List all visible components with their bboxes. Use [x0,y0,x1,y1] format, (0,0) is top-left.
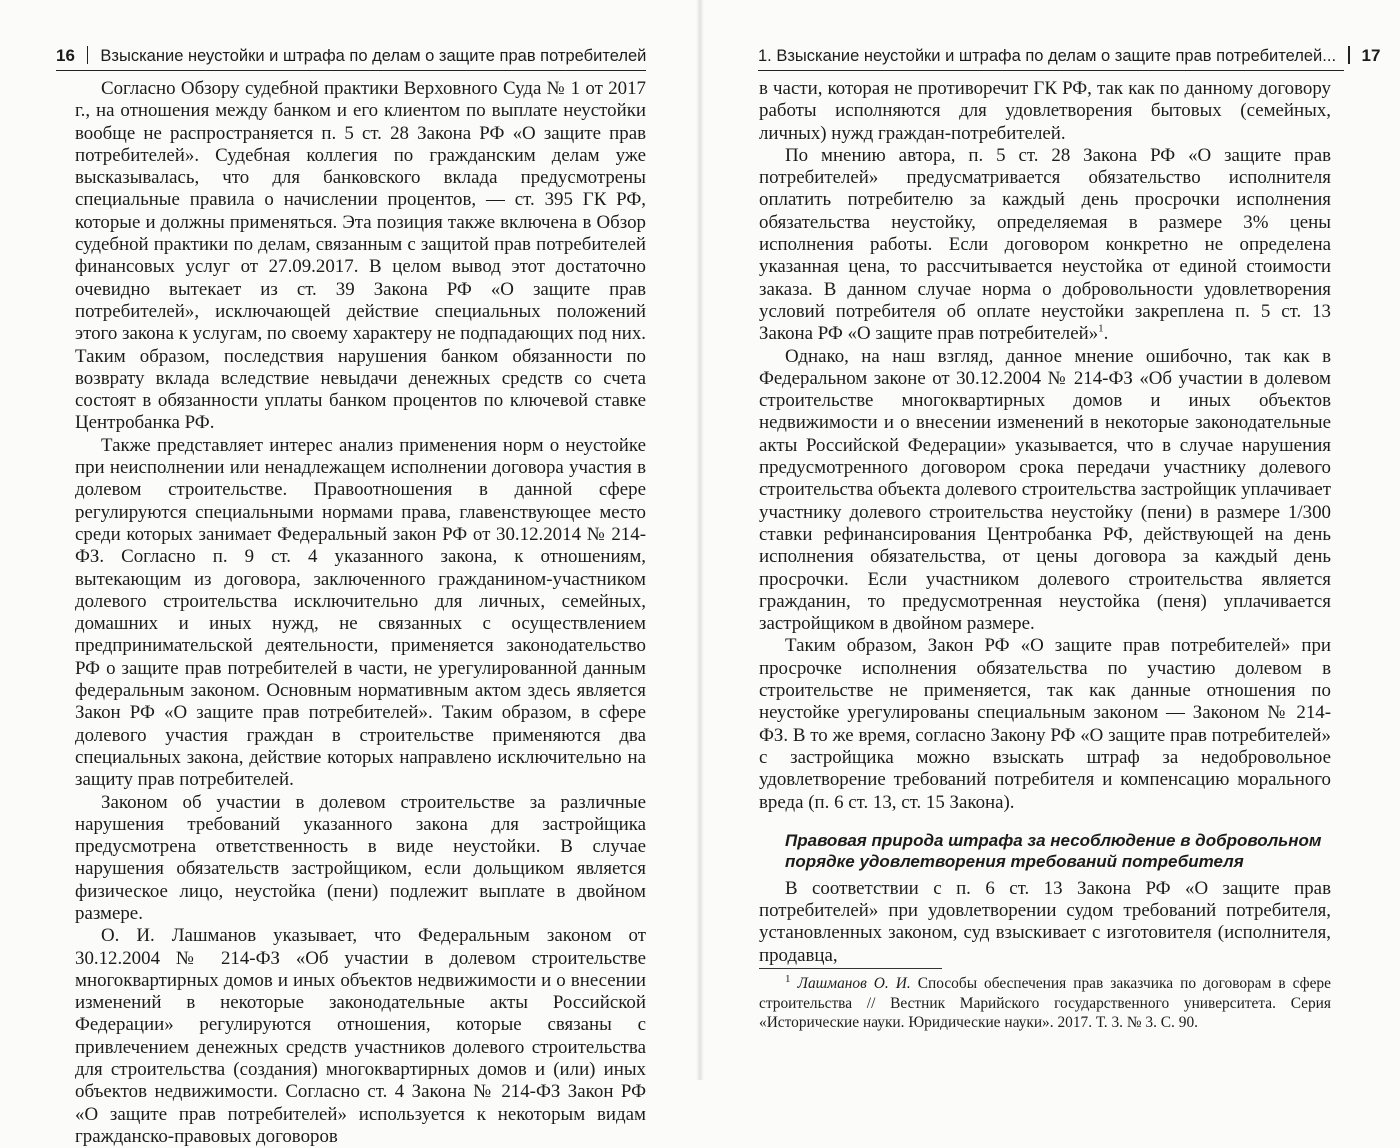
header-divider [87,46,89,64]
paragraph: В соответствии с п. 6 ст. 13 Закона РФ «О защите прав потребителей» при удовлетворении судом требований потребителя, установленных законом, суд взыскивает с изготовителя (исполнителя, продавца, [759,877,1331,966]
right-page [700,0,1400,1080]
left-page [0,0,700,1147]
footnote-divider [759,968,942,969]
header-divider [1348,46,1350,64]
running-header [758,42,1381,71]
page-number: 16 [56,46,75,65]
section-subheading: Правовая природа штрафа за несоблюдение в добровольном порядке удовлетворения требований потребителя [785,830,1322,871]
page-number: 17 [1361,46,1381,65]
running-header [56,42,646,71]
paragraph-text: По мнению автора, п. 5 ст. 28 Закона РФ «О защите прав потребителей» предусматривается обязательство исполнителя оплатить потребителю за каждый день просрочки исполнения обязательства неустойку, определяемая в размере 3% цены исполнения работы. Если договором конкретно не определена указанная цена, то рассчитывается неустойка от единой стоимости заказа. В данном случае норма о добровольности удовлетворения условий потребителя об оплате неустойки закреплена п. 5 ст. 13 Закона РФ «О защите прав потребителей» [759,144,1331,345]
footnote-text: Способы обеспечения прав заказчика по договорам в сфере строительства // Вестник Марийского государственного университета. Серия «Исторические науки. Юридические науки». 2017. Т. 3. № 3. С. 90. [759,975,1331,1031]
body-text [75,78,646,1148]
paragraph: Таким образом, Закон РФ «О защите прав потребителей» при просрочке исполнения обязательства по участию долевом в строительстве не применяется, так как данные отношения по неустойке урегулированы специальным законом — Законом № 214-ФЗ. В то же время, согласно Закону РФ «О защите прав потребителей» с застройщика можно взыскать штраф за недобровольное удовлетворение требований потребителя и компенсацию морального вреда (п. 6 ст. 13, ст. 15 Закона). [759,635,1331,813]
paragraph-continuation: в части, которая не противоречит ГК РФ, так как по данному договору работы исполняются для удовлетворения бытовых (семейных, личных) нужд граждан-потребителей. [759,78,1331,144]
body-text [759,78,1331,967]
footnote-reference[interactable]: 1 [1098,322,1104,335]
footnote [759,974,1331,1033]
paragraph: Также представляет интерес анализ применения норм о неустойке при неисполнении или ненадлежащем исполнении договора участия в долевом строительстве. Правоотношения в данной сфере регулируются специальными нормами права, главенствующее место среди которых занимает Федеральный закон РФ от 30.12.2014 № 214-ФЗ. Согласно п. 9 ст. 4 указанного закона, к отношениям, вытекающим из договора, заключенного гражданином-участником долевого строительства исключительно для личных, семейных, домашних и иных нужд, не связанных с осуществлением предпринимательской деятельности, применяется законодательство РФ о защите прав потребителей в части, не урегулированной данным федеральным законом. Основным нормативным актом здесь является Закон РФ «О защите прав потребителей». Таким образом, в сфере долевого участия граждан в строительстве применяются два специальных закона, действие которых направлено исключительно на защиту прав потребителей. [75,434,646,791]
paragraph: Законом об участии в долевом строительстве за различные нарушения требований указанного закона для застройщика предусмотрена ответственность в виде неустойки. В случае нарушения обязательств застройщиком, если дольщиком является физическое лицо, неустойка (пени) подлежит выплате в двойном размере. [75,791,646,924]
running-head-title: Взыскание неустойки и штрафа по делам о защите прав потребителей [100,47,647,65]
paragraph: По мнению автора, п. 5 ст. 28 Закона РФ «О защите прав потребителей» предусматривается обязательство исполнителя оплатить потребителю за каждый день просрочки исполнения обязательства неустойку, определяемая в размере 3% цены исполнения работы. Если договором конкретно не определена указанная цена, то рассчитывается неустойка от единой стоимости заказа. В данном случае норма о добровольности удовлетворения условий потребителя об оплате неустойки закреплена п. 5 ст. 13 Закона РФ «О защите прав потребителей»$^1$. [759,144,1331,345]
paragraph: Согласно Обзору судебной практики Верховного Суда № 1 от 2017 г., на отношения между банком и его клиентом по выплате неустойки вообще не распространяется п. 5 ст. 28 Закона РФ «О защите прав потребителей». Судебная коллегия по гражданским делам уже высказывалась, что для банковского вклада предусмотрены специальные правила о начислении процентов, — ст. 395 ГК РФ, которые и должны применяться. Эта позиция также включена в Обзор судебной практики по делам, связанным с защитой прав потребителей финансовых услуг от 27.09.2017. В целом вывод этот достаточно очевидно вытекает из ст. 39 Закона РФ «О защите прав потребителей», исключающей действие специальных положений этого закона к услугам, по своему характеру не подпадающих под них. Таким образом, последствия нарушения банком обязанности по возврату вклада вследствие невыдачи денежных средств со счета состоят в обязанности уплаты банком процентов по ключевой ставке Центробанка РФ. [75,78,646,434]
footnote-author: Лашманов О. И. [797,975,911,992]
paragraph: О. И. Лашманов указывает, что Федеральным законом от 30.12.2004 № 214-ФЗ «Об участии в долевом строительстве многоквартирных домов и иных объектов недвижимости и о внесении изменений в некоторые законодательные акты Российской Федерации» регулируются отношения, которые связаны с привлечением денежных средств участников долевого строительства для строительства (создания) многоквартирных домов и (или) иных объектов недвижимости. Согласно ст. 4 Закона № 214-ФЗ Закон РФ «О защите прав потребителей» используется к некоторым видам гражданско-правовых договоров [75,925,646,1147]
running-head-title: 1. Взыскание неустойки и штрафа по делам о защите прав потребителей... [758,47,1337,65]
paragraph: Однако, на наш взгляд, данное мнение ошибочно, так как в Федеральном законе от 30.12.2004 № 214-ФЗ «Об участии в долевом строительстве многоквартирных домов и иных объектов недвижимости и о внесении изменений в некоторые законодательные акты Российской Федерации» указывается, что в случае нарушения предусмотренного договором срока передачи участнику долевого строительства объекта долевого строительства застройщик уплачивает участнику долевого строительства неустойку (пени) в размере 1/300 ставки рефинансирования Центробанка РФ, действующей на день исполнения обязательства, от цены договора за каждый день просрочки. Если участником долевого строительства является гражданин, то предусмотренная неустойка (пеня) уплачивается застройщиком в двойном размере. [759,345,1331,635]
footnote-marker: 1 [785,972,791,985]
